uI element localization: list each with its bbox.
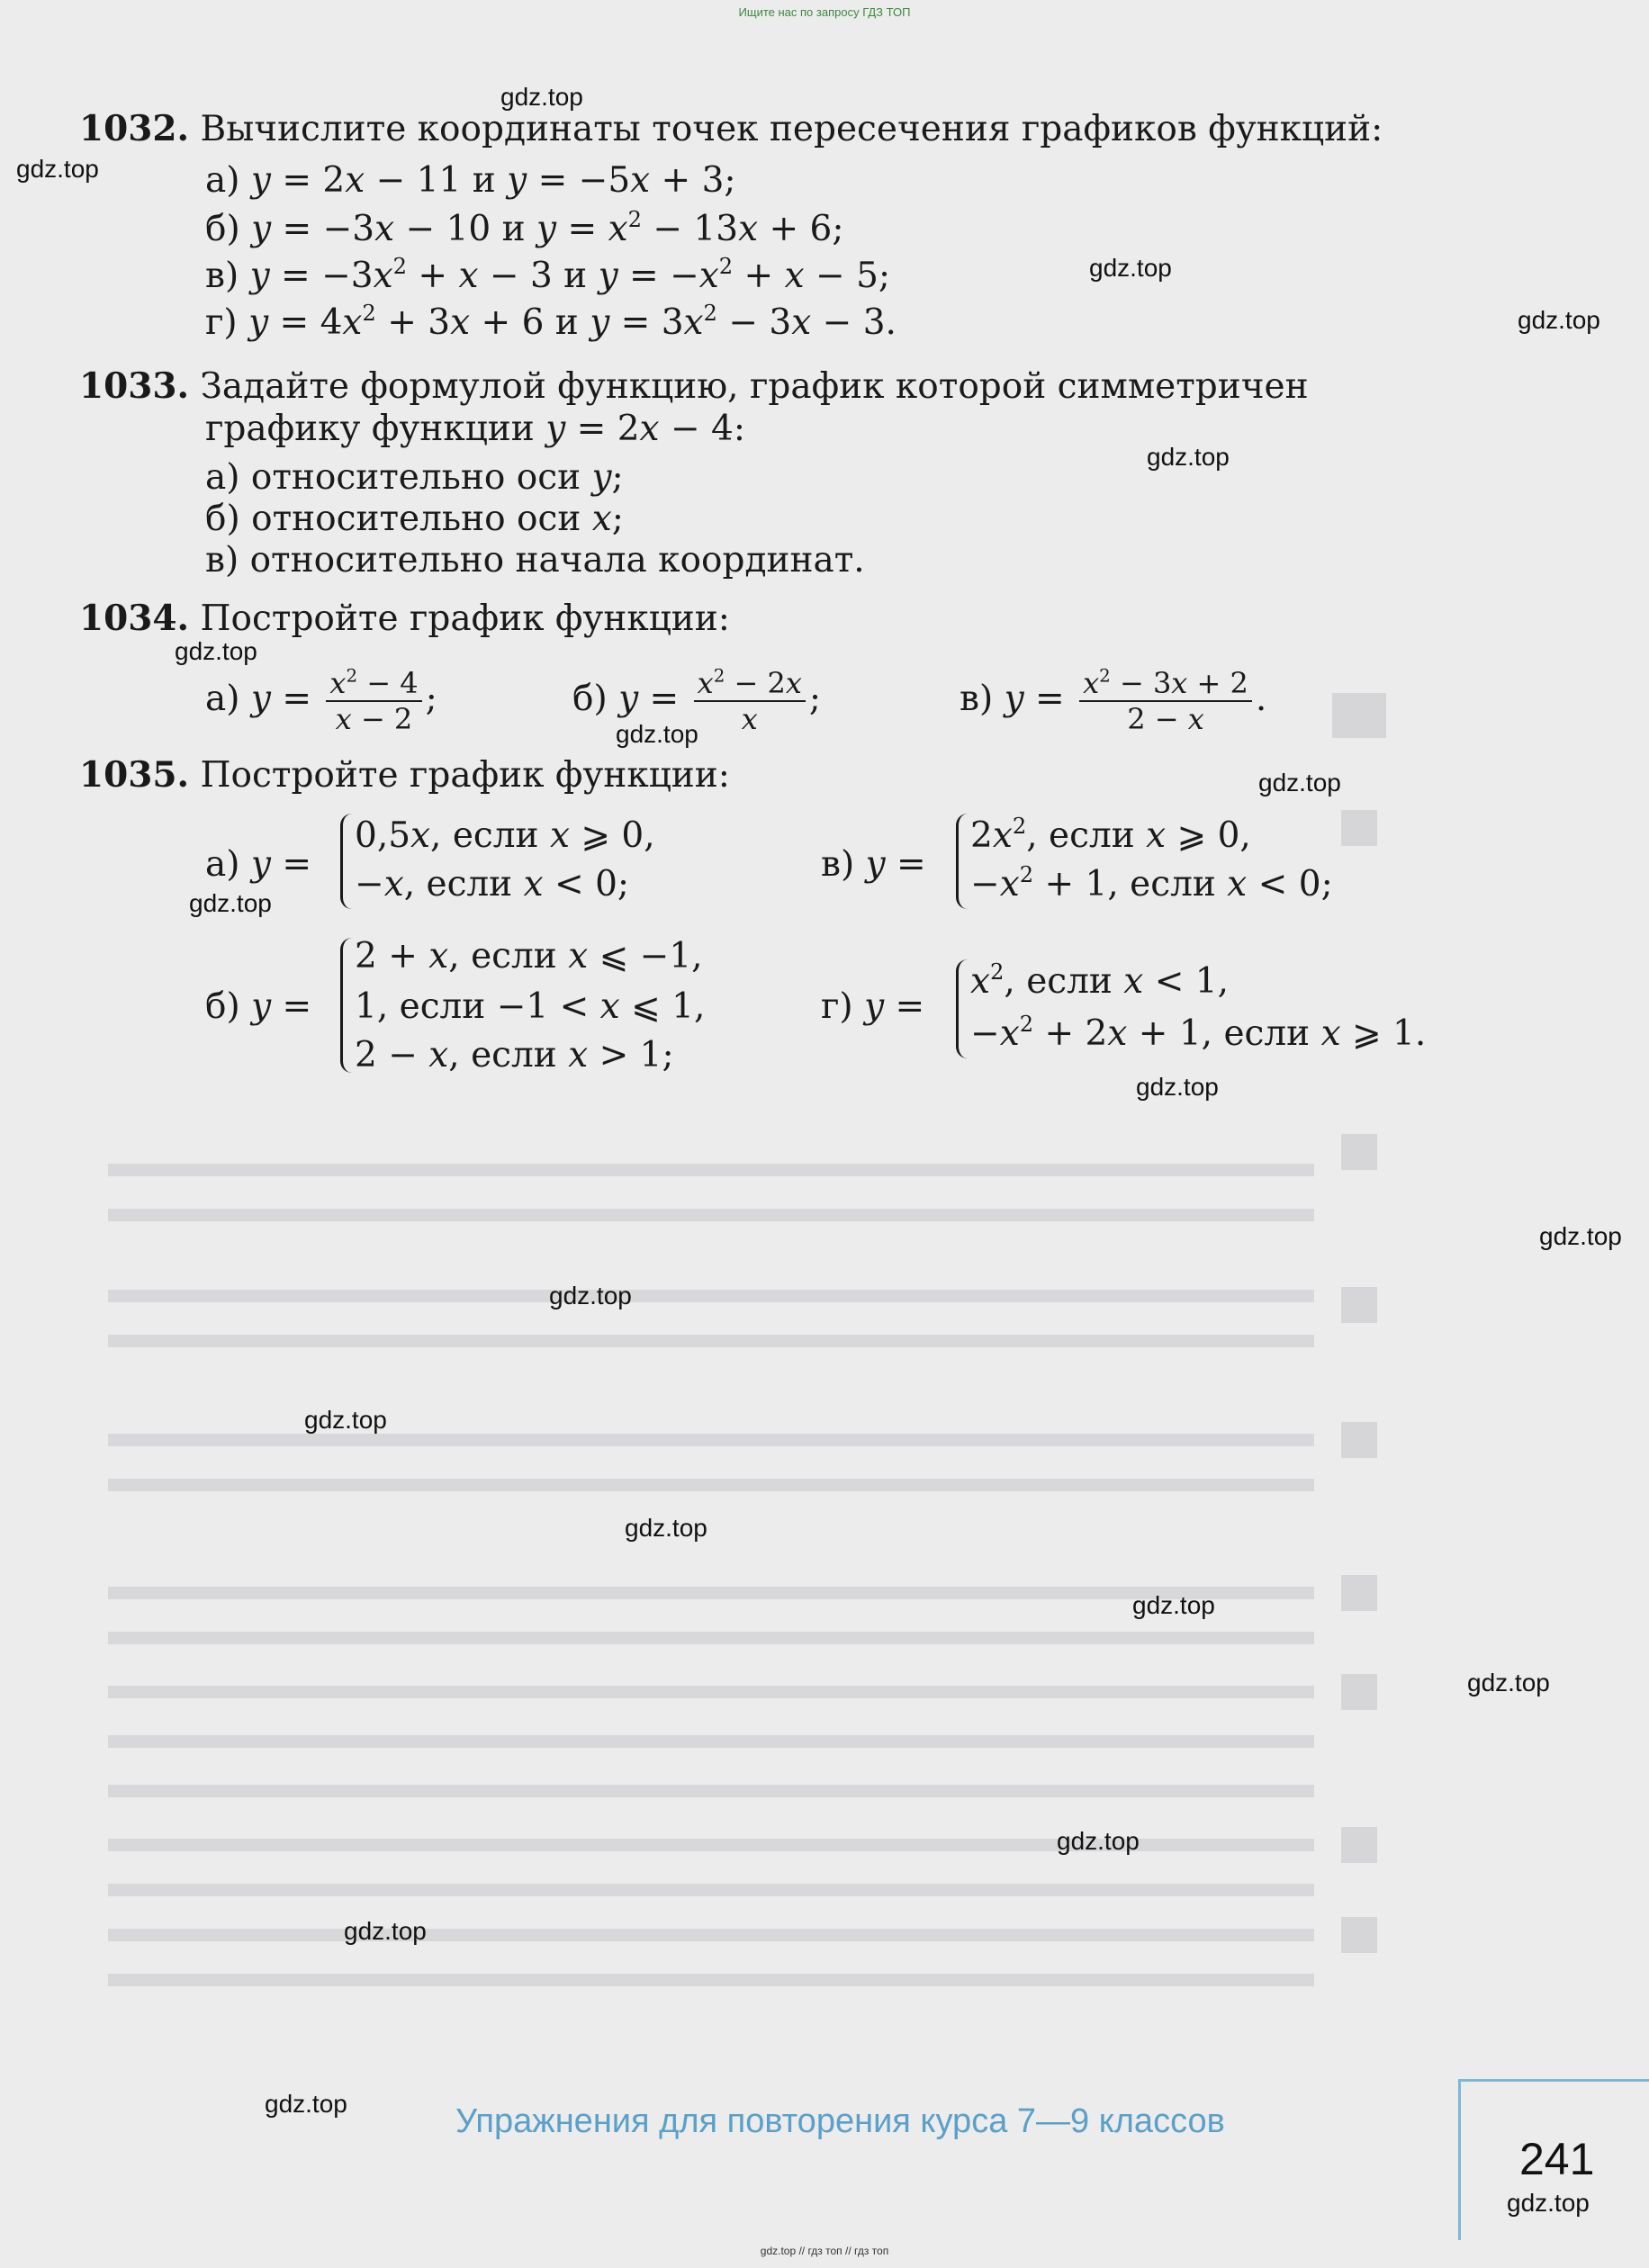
page-number: 241: [1519, 2134, 1595, 2184]
if-word: если: [471, 936, 557, 976]
brace: [956, 814, 968, 909]
watermark: gdz.top: [1057, 1827, 1140, 1855]
item-label: в): [960, 679, 994, 719]
and-word: и: [563, 256, 588, 296]
problem-1034-b: б) y = $\frac{x^2 - 2x}{x}$ ;: [572, 665, 822, 736]
problem-1035-heading: [79, 754, 730, 796]
footer-title: Упражнения для повторения курса 7—9 классов: [455, 2102, 1225, 2140]
problem-1035-v-case1: $2x^2$, если x ⩾ 0,: [970, 814, 1251, 856]
problem-number: 1033.: [79, 365, 190, 407]
problem-1033-a: а) относительно оси y;: [205, 457, 624, 498]
problem-1032-b: б) y = −3x − 10 и $y = x^2 - 13x + 6$;: [205, 207, 844, 249]
watermark: gdz.top: [625, 1514, 707, 1542]
top-note: Ищите нас по запросу ГДЗ ТОП: [738, 5, 911, 19]
watermark: gdz.top: [175, 637, 257, 665]
watermark: gdz.top: [1136, 1073, 1219, 1101]
brace: [956, 959, 968, 1058]
item-label: а): [205, 679, 240, 719]
watermark: gdz.top: [616, 720, 698, 748]
watermark: gdz.top: [344, 1917, 427, 1945]
problem-1033-v: [205, 540, 865, 581]
item-text: в) относительно начала координат.: [205, 540, 865, 580]
problem-1035-v-case2: $-x^2 + 1$, если x < 0;: [970, 862, 1333, 904]
problem-prompt: Постройте график функции:: [200, 755, 730, 796]
problem-prompt: Вычислите координаты точек пересечения графиков функций:: [200, 109, 1383, 149]
watermark: gdz.top: [1258, 769, 1341, 796]
problem-1032-g: г) $y = 4x^2 + 3x + 6$ и $y = 3x^2 - 3x - 3$.: [205, 301, 897, 343]
fraction: $\frac{x^2 - 3x + 2}{2 - x}$: [1079, 666, 1252, 736]
problem-number: 1034.: [79, 598, 190, 639]
fraction: $\frac{x^2 - 2x}{x}$: [694, 666, 806, 736]
watermark: gdz.top: [1147, 443, 1230, 471]
watermark: gdz.top: [304, 1406, 387, 1434]
item-label: б): [205, 209, 240, 249]
brace: [340, 938, 352, 1073]
problem-1035-a-case2: −x, если x < 0;: [355, 864, 630, 904]
fraction: $\frac{x^2 - 4}{x - 2}$: [326, 666, 421, 736]
item-label: б): [572, 679, 608, 719]
watermark: gdz.top: [1132, 1591, 1215, 1619]
problem-1035-b-case2: 1, если −1 < x ⩽ 1,: [355, 986, 706, 1027]
prompt-text: графику функции: [205, 409, 535, 449]
if-word: если: [426, 864, 513, 904]
problem-1035-a-label: а) y =: [205, 844, 311, 885]
problem-1033-heading: [79, 365, 1309, 408]
item-label: б): [205, 986, 240, 1027]
problem-1034-heading: [79, 598, 730, 640]
problem-1035-a-case1: 0,5x, если x ⩾ 0,: [355, 815, 655, 856]
problem-1035-b-case1: 2 + x, если x ⩽ −1,: [355, 936, 703, 976]
watermark: gdz.top: [1539, 1222, 1622, 1250]
watermark: gdz.top: [16, 155, 99, 183]
watermark: gdz.top: [1507, 2189, 1590, 2217]
problem-1035-b-label: б) y =: [205, 986, 312, 1027]
watermark: gdz.top: [549, 1282, 632, 1310]
item-label: а): [205, 160, 240, 201]
item-label: в): [821, 844, 855, 885]
problem-1032-heading: [79, 108, 1383, 150]
problem-1035-b-case3: 2 − x, если x > 1;: [355, 1035, 674, 1076]
problem-1034-a: а) y = $\frac{x^2 - 4}{x - 2}$ ;: [205, 665, 437, 736]
and-word: и: [501, 209, 526, 249]
problem-number: 1032.: [79, 108, 190, 149]
watermark: gdz.top: [500, 83, 583, 111]
problem-1032-v: в) $y = -3x^2 + x - 3$ и $y = -x^2 + x - 5$;: [205, 254, 891, 296]
item-label: а): [205, 844, 240, 885]
if-word: если: [399, 986, 486, 1027]
item-text: а) относительно оси: [205, 457, 581, 498]
watermark: gdz.top: [265, 2090, 347, 2118]
problem-1035-g-case1: $x^2$, если x < 1,: [970, 959, 1229, 1002]
if-word: если: [1026, 961, 1113, 1002]
item-label: г): [205, 302, 238, 343]
watermark: gdz.top: [189, 889, 272, 917]
item-text: б) относительно оси: [205, 499, 581, 539]
problem-prompt: Постройте график функции:: [200, 598, 730, 639]
problem-1034-v: в) y = $\frac{x^2 - 3x + 2}{2 - x}$ .: [960, 665, 1267, 736]
problem-number: 1035.: [79, 754, 190, 796]
watermark: gdz.top: [1518, 306, 1600, 334]
if-word: если: [1049, 815, 1135, 856]
problem-prompt: Задайте формулой функцию, график которой симметричен: [200, 366, 1309, 407]
if-word: если: [452, 815, 539, 856]
if-word: если: [1130, 864, 1216, 904]
if-word: если: [471, 1035, 557, 1076]
problem-1035-v-label: в) y =: [821, 844, 926, 885]
problem-1035-g-case2: $-x^2 + 2x + 1$, если x ⩾ 1.: [970, 1012, 1427, 1054]
bottom-note: gdz.top // гдз топ // гдз топ: [760, 2245, 889, 2257]
problem-1032-a: а) y = 2x − 11 и y = −5x + 3;: [205, 160, 736, 201]
and-word: и: [554, 302, 579, 343]
watermark: gdz.top: [1089, 254, 1172, 282]
item-label: в): [205, 256, 239, 296]
if-word: если: [1223, 1013, 1311, 1054]
item-label: г): [821, 986, 853, 1027]
watermark: gdz.top: [1467, 1669, 1550, 1696]
brace: [340, 814, 352, 909]
problem-1035-g-label: г) y =: [821, 986, 925, 1027]
problem-1033-prompt-line2: графику функции y = 2x − 4:: [205, 409, 745, 449]
and-word: и: [472, 160, 496, 201]
problem-1033-b: б) относительно оси x;: [205, 499, 624, 539]
